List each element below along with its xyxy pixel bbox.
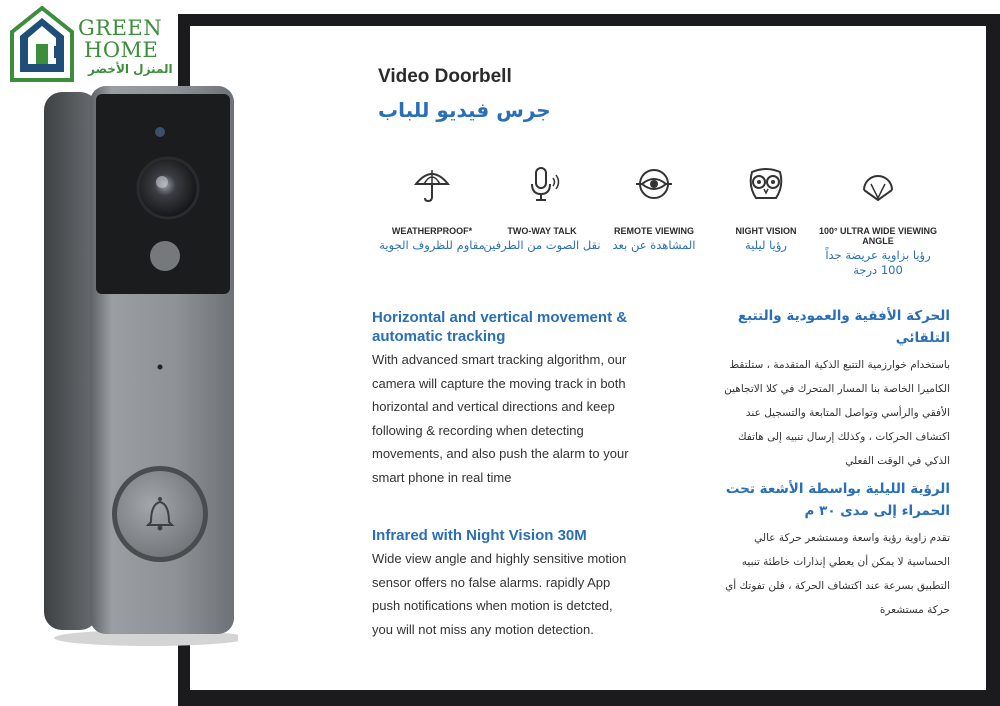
arabic-section-tracking [710, 305, 950, 473]
english-section-tracking [372, 308, 634, 489]
section-heading-arabic: الحركة الأفقية والعمودية والتتبع التلقائي [737, 308, 950, 346]
eye-icon [634, 164, 674, 204]
feature-label-en: REMOTE VIEWING [613, 226, 694, 236]
section-heading-arabic: الرؤية الليلية بواسطة الأشعة تحت الحمراء إلى مدى ٣٠ م [725, 481, 950, 519]
feature-label-ar: مقاوم للظروف الجوية [379, 238, 485, 252]
logo-text-arabic: المنزل الأخضر [88, 62, 173, 76]
feature-label-en: NIGHT VISION [735, 226, 797, 236]
feature-night-vision [701, 164, 831, 253]
feature-viewing-angle [813, 164, 943, 278]
feature-label-en: TWO-WAY TALK [507, 226, 577, 236]
feature-label-ar: المشاهدة عن بعد [612, 238, 696, 252]
section-heading: Infrared with Night Vision 30M [372, 527, 587, 544]
brand-logo [4, 2, 174, 86]
logo-text-home: HOME [84, 38, 159, 62]
feature-label-en: 100° ULTRA WIDE VIEWING ANGLE [818, 226, 938, 246]
owl-icon [746, 164, 786, 204]
feature-label-ar: رؤيا ليلية [745, 238, 787, 252]
english-section-night [372, 526, 634, 641]
house-logo-icon [10, 6, 74, 82]
page-title-arabic: جرس فيديو للباب [378, 98, 551, 122]
feature-label-ar: نقل الصوت من الطرفين [483, 238, 601, 252]
section-body: Wide view angle and highly sensitive motion sensor offers no false alarms. rapidly App push notifications when motion is detcted, you will not miss any motion detection. [372, 551, 627, 637]
umbrella-icon [412, 164, 452, 204]
section-body-arabic: باستخدام خوارزمية التتبع الذكية المتقدمة ، ستلتقط الكاميرا الخاصة بنا المسار المتحرك في كلا الاتجاهين الأفقي والرأسي وتواصل المتابعة والتسجيل عند اكتشاف الحركات ، وكذلك إرسال تنبيه إلى هاتفك الذكي في الوقت الفعلي [724, 359, 950, 467]
doorbell-device-image [40, 86, 238, 648]
feature-label-en: WEATHERPROOF* [391, 226, 473, 236]
section-body-arabic: تقدم زاوية رؤية واسعة ومستشعر حركة عالي الحساسية لا يمكن أن يعطي إنذارات خاطئة تنبيه التطبيق بسرعة عند اكتشاف الحركة ، فلن تفوتك أي حركة مستشعرة [725, 532, 950, 616]
microphone-icon [522, 164, 562, 204]
feature-weatherproof [367, 164, 497, 253]
logo-text-green: GREEN [78, 16, 163, 40]
section-heading: Horizontal and vertical movement & automatic tracking [372, 309, 628, 345]
page-title: Video Doorbell [378, 66, 512, 87]
feature-remote-viewing [589, 164, 719, 253]
section-body: With advanced smart tracking algorithm, our camera will capture the moving track in both horizontal and vertical directions and keep following & recording when detecting movements, and also push the alarm to your smart phone in real time [372, 352, 629, 485]
feature-label-ar: رؤيا بزاوية عريضة جداً 100 درجة [825, 248, 931, 277]
angle-icon [858, 164, 898, 204]
arabic-section-night [710, 478, 950, 622]
